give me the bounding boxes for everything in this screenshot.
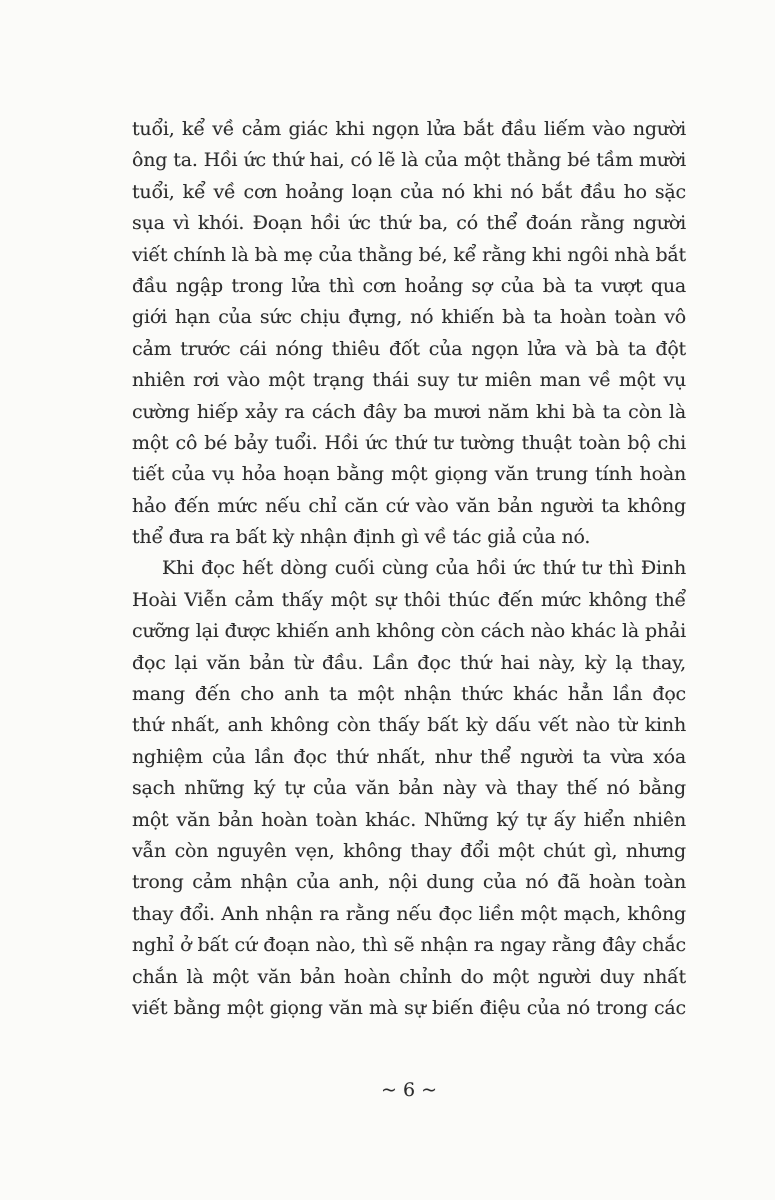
text-line: chắn là một văn bản hoàn chỉnh do một người duy nhất — [132, 965, 686, 988]
text-line: thứ nhất, anh không còn thấy bất kỳ dấu vết nào từ kinh — [132, 714, 686, 737]
text-line: thể đưa ra bất kỳ nhận định gì về tác giả của nó. — [132, 526, 591, 549]
text-line: viết bằng một giọng văn mà sự biến điệu của nó trong các — [132, 996, 686, 1019]
text-line: ông ta. Hồi ức thứ hai, có lẽ là của một thằng bé tầm mười — [132, 149, 686, 172]
text-line: vẫn còn nguyên vẹn, không thay đổi một chút gì, nhưng — [132, 839, 686, 862]
page-number: ~ 6 ~ — [380, 1079, 437, 1101]
text-line: cường hiếp xảy ra cách đây ba mươi năm khi bà ta còn là — [132, 400, 686, 423]
text-line: một cô bé bảy tuổi. Hồi ức thứ tư tường thuật toàn bộ chi — [132, 431, 686, 454]
page-body — [132, 114, 686, 1024]
text-line: mang đến cho anh ta một nhận thức khác hẳn lần đọc — [132, 683, 686, 706]
text-line: trong cảm nhận của anh, nội dung của nó đã hoàn toàn — [132, 871, 686, 894]
text-line: cảm trước cái nóng thiêu đốt của ngọn lửa và bà ta đột — [132, 337, 686, 360]
text-line: hảo đến mức nếu chỉ căn cứ vào văn bản người ta không — [132, 494, 686, 517]
text-line: Khi đọc hết dòng cuối cùng của hồi ức thứ tư thì Đinh — [162, 557, 686, 580]
text-line: tuổi, kể về cơn hoảng loạn của nó khi nó bắt đầu ho sặc — [132, 180, 686, 203]
text-line: giới hạn của sức chịu đựng, nó khiến bà ta hoàn toàn vô — [132, 306, 686, 329]
text-line: viết chính là bà mẹ của thằng bé, kể rằng khi ngôi nhà bắt — [132, 243, 686, 266]
text-line: thay đổi. Anh nhận ra rằng nếu đọc liền một mạch, không — [132, 902, 686, 925]
text-line: một văn bản hoàn toàn khác. Những ký tự ấy hiển nhiên — [132, 808, 686, 831]
text-line: Hoài Viễn cảm thấy một sự thôi thúc đến mức không thể — [132, 588, 686, 611]
text-line: nghiệm của lần đọc thứ nhất, như thể người ta vừa xóa — [132, 745, 686, 768]
text-line: sụa vì khói. Đoạn hồi ức thứ ba, có thể đoán rằng người — [132, 212, 686, 235]
text-line: đầu ngập trong lửa thì cơn hoảng sợ của bà ta vượt qua — [132, 274, 686, 297]
paragraph — [132, 114, 686, 553]
text-line: tiết của vụ hỏa hoạn bằng một giọng văn trung tính hoàn — [132, 463, 686, 486]
text-line: cưỡng lại được khiến anh không còn cách nào khác là phải — [132, 620, 686, 643]
text-line: đọc lại văn bản từ đầu. Lần đọc thứ hai này, kỳ lạ thay, — [132, 651, 686, 674]
text-line: nghỉ ở bất cứ đoạn nào, thì sẽ nhận ra ngay rằng đây chắc — [132, 934, 686, 957]
text-line: nhiên rơi vào một trạng thái suy tư miên man về một vụ — [132, 369, 686, 392]
paragraph — [132, 553, 686, 1024]
text-line: tuổi, kể về cảm giác khi ngọn lửa bắt đầu liếm vào người — [132, 118, 686, 140]
text-line: sạch những ký tự của văn bản này và thay thế nó bằng — [132, 777, 686, 800]
